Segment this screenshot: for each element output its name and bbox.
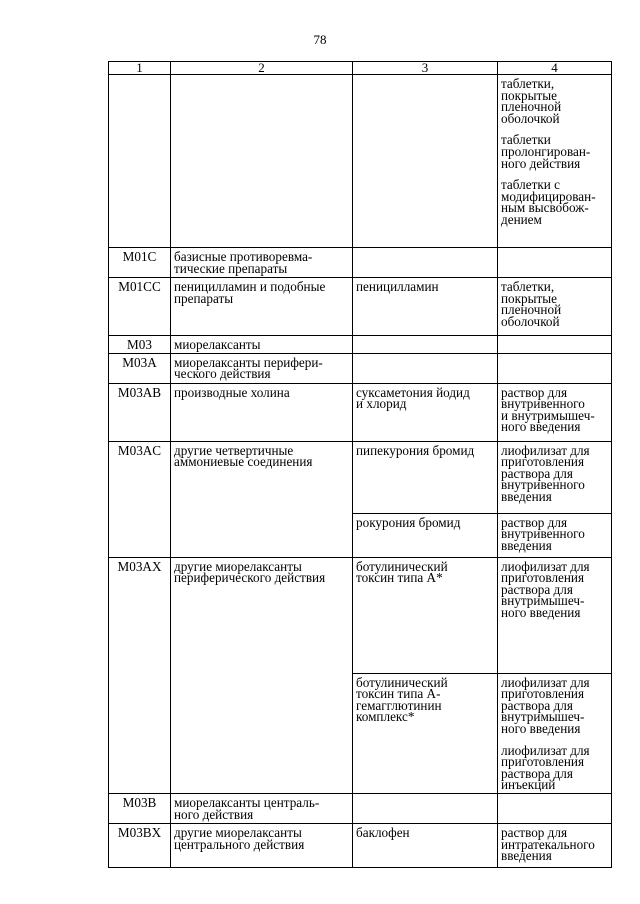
dosage-form-cell (498, 336, 612, 354)
substance-cell (353, 793, 498, 823)
dosage-form-cell (498, 278, 612, 336)
dosage-form: лиофилизат для приготовления раствора для внутримышеч- ного введения (501, 558, 590, 620)
dosage-form: раствор для интратекального введения (501, 824, 595, 864)
table-row (109, 441, 612, 513)
dosage-form: лиофилизат для приготовления раствора для инъекций (501, 742, 590, 793)
header-col-4: 4 (498, 62, 612, 75)
substance-cell: суксаметония йодид и хлорид (353, 383, 498, 441)
dosage-form: раствор для внутривенного введения (501, 514, 585, 553)
atc-code-cell: M03 (109, 336, 171, 354)
header-row (109, 62, 612, 75)
substance-cell (353, 353, 498, 383)
substance-cell: рокурония бромид (353, 513, 498, 557)
dosage-form: таблетки пролонгирован- ного действия (501, 132, 591, 171)
substance-cell: ботулинический токсин типа А* (353, 557, 498, 673)
dosage-form-cell (498, 353, 612, 383)
dosage-form-cell (498, 673, 612, 793)
atc-code-cell: M03AX (109, 557, 171, 793)
table-row (109, 353, 612, 383)
dosage-form-cell (498, 823, 612, 867)
header-col-3: 3 (353, 62, 498, 75)
dosage-form-cell (498, 75, 612, 248)
dosage-form: лиофилизат для приготовления раствора для внутривенного введения (501, 442, 590, 504)
substance-cell: ботулинический токсин типа А- гемагглютинин комплекс* (353, 673, 498, 793)
atc-code-cell: M01C (109, 248, 171, 278)
table-row (109, 248, 612, 278)
atc-code-cell: M01CC (109, 278, 171, 336)
page-number: 78 (313, 32, 327, 47)
table-row (109, 336, 612, 354)
dosage-form-cell (498, 557, 612, 673)
substance-cell: баклофен (353, 823, 498, 867)
group-cell: другие миорелаксанты периферического действия (171, 557, 353, 793)
dosage-form: таблетки, покрытые пленочной оболочкой (501, 76, 562, 126)
substance-cell (353, 248, 498, 278)
dosage-form: раствор для внутривенного и внутримышеч- ного введения (501, 384, 595, 435)
dosage-form-cell (498, 793, 612, 823)
dosage-form: таблетки с модифицирован- ным высвобож- дением (501, 177, 596, 227)
group-cell: миорелаксанты перифери- ческого действия (171, 353, 353, 383)
dosage-form: лиофилизат для приготовления раствора для внутримышеч- ного введения (501, 674, 590, 736)
header-col-2: 2 (171, 62, 353, 75)
group-cell: другие четвертичные аммониевые соединения (171, 441, 353, 557)
substance-cell (353, 75, 498, 248)
group-cell (171, 75, 353, 248)
atc-code-cell: M03BX (109, 823, 171, 867)
header-col-1: 1 (109, 62, 171, 75)
group-cell: миорелаксанты централь- ного действия (171, 793, 353, 823)
atc-code-cell: M03A (109, 353, 171, 383)
table-row (109, 557, 612, 673)
group-cell: другие миорелаксанты центрального действия (171, 823, 353, 867)
group-cell: пеницилламин и подобные препараты (171, 278, 353, 336)
atc-code-cell: M03AB (109, 383, 171, 441)
group-cell: производные холина (171, 383, 353, 441)
drug-table (108, 61, 612, 868)
substance-cell: пипекурония бромид (353, 441, 498, 513)
table-row (109, 278, 612, 336)
dosage-form-cell (498, 383, 612, 441)
group-cell: базисные противоревма- тические препараты (171, 248, 353, 278)
table-row (109, 383, 612, 441)
dosage-form-cell (498, 513, 612, 557)
atc-code-cell (109, 75, 171, 248)
group-cell: миорелаксанты (171, 336, 353, 354)
atc-code-cell: M03AC (109, 441, 171, 557)
dosage-form-cell (498, 441, 612, 513)
table-row (109, 823, 612, 867)
atc-code-cell: M03B (109, 793, 171, 823)
dosage-form-cell (498, 248, 612, 278)
table-row (109, 793, 612, 823)
table-row (109, 75, 612, 248)
substance-cell (353, 336, 498, 354)
dosage-form: таблетки, покрытые пленочной оболочкой (501, 279, 562, 329)
substance-cell: пеницилламин (353, 278, 498, 336)
